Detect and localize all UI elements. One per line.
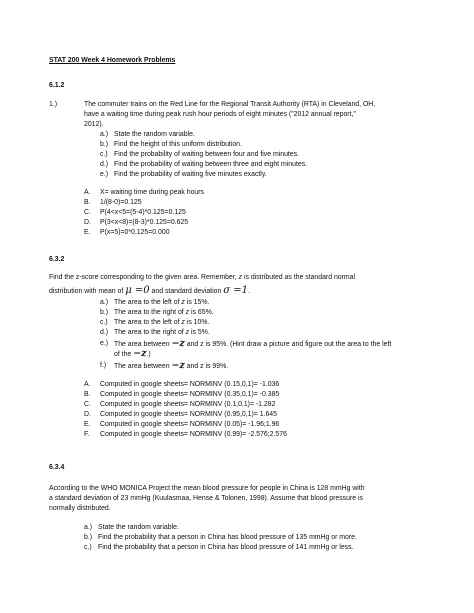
- answer-label: C.: [84, 401, 91, 408]
- answer-text: Computed in google sheets= NORMINV (0.15,0,1)= -1.036: [100, 381, 280, 388]
- problem-number: 1.): [49, 101, 58, 108]
- answer-label: E.: [84, 421, 91, 428]
- answer-label: D.: [84, 411, 91, 418]
- answer-text: X= waiting time during peak hours: [100, 189, 204, 196]
- neg-z-symbol: −z: [171, 338, 185, 349]
- question-label: b.): [100, 309, 109, 316]
- answer-text: 1/(8-0)=0.125: [100, 199, 142, 206]
- answer-text: Computed in google sheets= NORMINV (0.05)= -1.96;1.96: [100, 421, 280, 428]
- question-text: State the random variable.: [114, 131, 195, 138]
- question-label: d.): [100, 161, 109, 168]
- question-label: c.): [84, 544, 92, 551]
- problem-intro-line: 2012).: [84, 121, 104, 128]
- question-text-continuation: of the −z.): [114, 348, 151, 359]
- intro-text: is distributed as the standard normal: [242, 274, 356, 281]
- question-label: a.): [100, 131, 109, 138]
- question-text: Find the probability of waiting between three and eight minutes.: [114, 161, 308, 168]
- intro-text: Find the z-score corresponding to the given area. Remember,: [49, 274, 239, 281]
- question-text: Find the probability that a person in China has blood pressure of 135 mmHg or more.: [98, 534, 357, 541]
- problem-intro-line: a standard deviation of 23 mmHg (Kuulasmaa, Hense & Tolonen, 1998). Assume that blood pressure is: [49, 495, 363, 502]
- answer-text: Computed in google sheets= NORMINV (0.99)= -2.576;2.576: [100, 431, 287, 438]
- question-text: The area between −z and z is 99%.: [114, 360, 229, 371]
- question-text: State the random variable.: [98, 524, 179, 531]
- question-label: c.): [100, 319, 108, 326]
- question-label: e.): [100, 171, 109, 178]
- question-text: The area between −z and z is 95%. (Hint draw a picture and figure out the area to the left: [114, 338, 392, 349]
- question-text: Find the probability that a person in China has blood pressure of 141 mmHg or less.: [98, 544, 354, 551]
- document-title: STAT 200 Week 4 Homework Problems: [49, 57, 176, 64]
- intro-text: and standard deviation: [149, 288, 224, 295]
- question-text: Find the probability of waiting between four and five minutes.: [114, 151, 300, 158]
- section-heading-6-3-4: 6.3.4: [49, 464, 65, 471]
- answer-text: P(3<x<8)=(8-3)*0.125=0.625: [100, 219, 189, 226]
- question-text: The area to the right of z is 5%.: [114, 329, 210, 336]
- question-label: e.): [100, 340, 109, 347]
- intro-text: distribution with mean of: [49, 288, 126, 295]
- question-text: The area to the left of z is 15%.: [114, 299, 210, 306]
- answer-label: C.: [84, 209, 91, 216]
- answer-text: Computed in google sheets= NORMINV (0.35,0,1)= -0.385: [100, 391, 280, 398]
- neg-z-symbol: −z: [171, 360, 185, 371]
- question-label: c.): [100, 151, 108, 158]
- answer-label: E.: [84, 229, 91, 236]
- question-label: b.): [100, 141, 109, 148]
- question-text: Find the probability of waiting five minutes exactly.: [114, 171, 267, 178]
- problem-intro-line: normally distributed.: [49, 505, 111, 512]
- intro-text: .: [247, 288, 250, 295]
- answer-text: Computed in google sheets= NORMINV (0.1,0,1)= -1.282: [100, 401, 276, 408]
- mean-symbol: μ =0: [125, 285, 150, 296]
- answer-text: P(4<x<5=(5-4)*0.125=0.125: [100, 209, 186, 216]
- answer-label: A.: [84, 189, 91, 196]
- problem-intro-line: The commuter trains on the Red Line for the Regional Transit Authority (RTA) in Cleveland, OH,: [84, 101, 376, 108]
- problem-intro-line: have a waiting time during peak rush hour periods of eight minutes ("2012 annual report,": [84, 111, 356, 118]
- problem-intro-line: [49, 286, 250, 296]
- answer-label: B.: [84, 199, 91, 206]
- question-text: The area to the right of z is 65%.: [114, 309, 214, 316]
- question-label: d.): [100, 329, 109, 336]
- answer-label: F.: [84, 431, 90, 438]
- answer-label: A.: [84, 381, 91, 388]
- question-text: Find the height of this uniform distribution.: [114, 141, 242, 148]
- sd-symbol: σ =1: [223, 285, 248, 296]
- answer-text: P(x=5)=0*0.125=0.000: [100, 229, 170, 236]
- neg-z-symbol: −z: [133, 348, 147, 359]
- section-heading-6-1-2: 6.1.2: [49, 82, 65, 89]
- problem-intro-line: According to the WHO MONICA Project the mean blood pressure for people in China is 128 mmHg with: [49, 485, 365, 492]
- answer-label: B.: [84, 391, 91, 398]
- question-label: a.): [84, 524, 93, 531]
- section-heading-6-3-2: 6.3.2: [49, 256, 65, 263]
- answer-text: Computed in google sheets= NORMINV (0.95,0,1)= 1.645: [100, 411, 277, 418]
- problem-intro-line: [49, 273, 355, 282]
- question-label: a.): [100, 299, 109, 306]
- question-label: f.): [100, 362, 107, 369]
- question-text: The area to the left of z is 10%.: [114, 319, 210, 326]
- z-variable: z: [238, 274, 243, 281]
- answer-label: D.: [84, 219, 91, 226]
- question-label: b.): [84, 534, 93, 541]
